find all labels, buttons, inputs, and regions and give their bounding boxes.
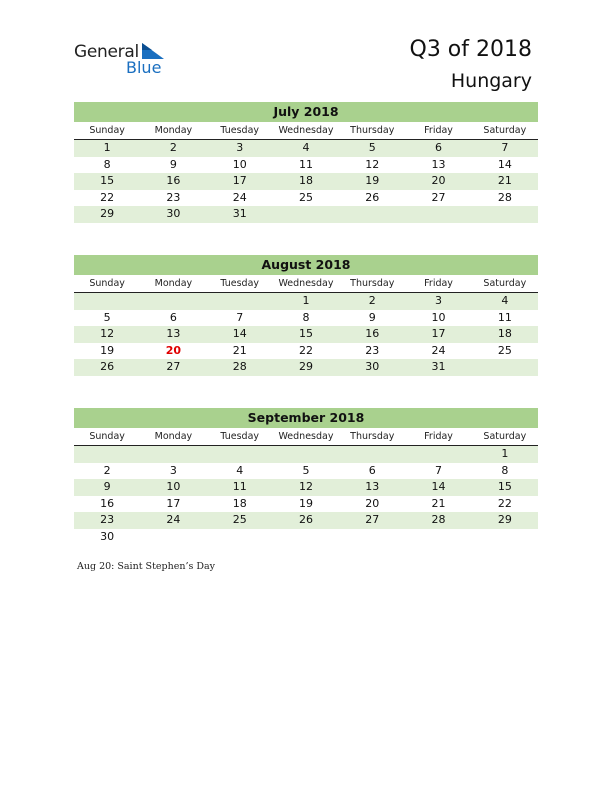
day-cell: 26 [100, 360, 115, 373]
weekday-label: Tuesday [220, 125, 260, 136]
month-title: July 2018 [74, 102, 538, 122]
weekday-label: Saturday [483, 125, 527, 136]
day-cell: 30 [166, 207, 181, 220]
week-row [74, 496, 538, 513]
day-cell: 3 [435, 294, 443, 307]
day-cell: 20 [165, 343, 182, 357]
day-cell [405, 529, 471, 546]
day-cell: 1 [302, 294, 310, 307]
day-cell: 20 [365, 496, 380, 510]
day-cell: 16 [365, 327, 380, 340]
weekday-label: Thursday [350, 278, 395, 289]
day-cell: 10 [232, 157, 247, 171]
week-row [74, 173, 538, 190]
week-row [74, 343, 538, 360]
weekday-label: Monday [154, 125, 193, 136]
day-cell: 14 [497, 157, 512, 171]
weekday-label: Saturday [483, 278, 527, 289]
weekday-label: Friday [424, 278, 453, 289]
day-cell [273, 446, 339, 463]
day-cell: 17 [166, 496, 181, 510]
day-cell: 18 [232, 496, 247, 510]
day-cell: 19 [100, 343, 115, 357]
logo-blue-text: Blue [126, 58, 162, 77]
day-cell [405, 206, 471, 223]
day-cell: 25 [497, 343, 512, 357]
weekday-label: Saturday [483, 431, 527, 442]
day-cell: 6 [169, 310, 177, 324]
day-cell: 12 [298, 480, 313, 493]
month-calendar [74, 255, 538, 376]
day-cell [405, 446, 471, 463]
day-cell: 26 [365, 190, 380, 204]
weekday-label: Wednesday [278, 125, 334, 136]
day-cell: 5 [368, 141, 376, 154]
weekday-label: Friday [424, 431, 453, 442]
logo-flag-icon [142, 43, 164, 59]
day-cell: 2 [368, 294, 376, 307]
day-cell: 8 [501, 463, 509, 477]
weekday-label: Wednesday [278, 431, 334, 442]
weekday-header [74, 122, 538, 140]
day-cell: 11 [497, 310, 512, 324]
day-cell: 20 [431, 174, 446, 187]
day-cell [472, 359, 538, 376]
weekday-label: Sunday [89, 431, 125, 442]
day-cell: 30 [365, 360, 380, 373]
week-row [74, 326, 538, 343]
weekday-label: Thursday [350, 431, 395, 442]
weekday-label: Tuesday [220, 431, 260, 442]
day-cell: 11 [298, 157, 313, 171]
day-cell: 22 [100, 190, 115, 204]
day-cell [74, 293, 140, 310]
day-cell: 28 [232, 360, 247, 373]
day-cell [140, 446, 206, 463]
day-cell: 29 [100, 207, 115, 220]
day-cell [207, 293, 273, 310]
day-cell: 24 [431, 343, 446, 357]
day-cell: 25 [232, 513, 247, 526]
day-cell: 28 [497, 190, 512, 204]
day-cell: 17 [431, 327, 446, 340]
day-cell [472, 206, 538, 223]
day-cell: 29 [298, 360, 313, 373]
day-cell: 15 [100, 174, 115, 187]
day-cell [273, 206, 339, 223]
day-cell: 23 [365, 343, 380, 357]
day-cell: 7 [435, 463, 443, 477]
day-cell [472, 529, 538, 546]
day-cell: 7 [236, 310, 244, 324]
day-cell: 19 [365, 174, 380, 187]
day-cell [140, 293, 206, 310]
day-cell: 4 [501, 294, 509, 307]
day-cell: 31 [431, 360, 446, 373]
week-row [74, 157, 538, 174]
brand-logo [74, 42, 174, 78]
day-cell: 3 [236, 141, 244, 154]
day-cell: 22 [298, 343, 313, 357]
day-cell: 4 [302, 141, 310, 154]
month-title: August 2018 [74, 255, 538, 275]
day-cell: 23 [100, 513, 115, 526]
day-cell: 14 [431, 480, 446, 493]
day-cell: 4 [236, 463, 244, 477]
day-cell: 5 [302, 463, 310, 477]
week-row [74, 479, 538, 496]
day-cell [339, 446, 405, 463]
day-cell: 15 [298, 327, 313, 340]
day-cell: 18 [298, 174, 313, 187]
weekday-header [74, 275, 538, 293]
day-cell: 21 [232, 343, 247, 357]
weekday-label: Monday [154, 431, 193, 442]
day-cell: 13 [365, 480, 380, 493]
day-cell: 12 [100, 327, 115, 340]
day-cell: 14 [232, 327, 247, 340]
weekday-header [74, 428, 538, 446]
day-cell [74, 446, 140, 463]
weekday-label: Sunday [89, 125, 125, 136]
day-cell: 12 [365, 157, 380, 171]
day-cell: 30 [100, 529, 115, 543]
day-cell: 1 [103, 141, 111, 154]
day-cell: 9 [368, 310, 376, 324]
week-row [74, 293, 538, 310]
day-cell [140, 529, 206, 546]
week-row [74, 190, 538, 207]
day-cell: 2 [169, 141, 177, 154]
week-row [74, 512, 538, 529]
week-row [74, 206, 538, 223]
day-cell: 9 [169, 157, 177, 171]
day-cell: 23 [166, 190, 181, 204]
weekday-label: Friday [424, 125, 453, 136]
day-cell: 3 [169, 463, 177, 477]
logo-general-text: General [74, 42, 139, 62]
weekday-label: Monday [154, 278, 193, 289]
week-row [74, 359, 538, 376]
day-cell: 29 [497, 513, 512, 526]
day-cell: 27 [431, 190, 446, 204]
day-cell: 10 [431, 310, 446, 324]
day-cell: 6 [435, 141, 443, 154]
day-cell [273, 529, 339, 546]
day-cell: 25 [298, 190, 313, 204]
day-cell: 24 [166, 513, 181, 526]
week-row [74, 463, 538, 480]
day-cell [207, 446, 273, 463]
day-cell: 13 [166, 327, 181, 340]
day-cell [207, 529, 273, 546]
weekday-label: Wednesday [278, 278, 334, 289]
day-cell: 18 [497, 327, 512, 340]
day-cell: 27 [166, 360, 181, 373]
day-cell: 1 [501, 447, 509, 460]
day-cell: 22 [497, 496, 512, 510]
day-cell: 26 [298, 513, 313, 526]
day-cell: 6 [368, 463, 376, 477]
weekday-label: Thursday [350, 125, 395, 136]
day-cell [339, 206, 405, 223]
weekday-label: Tuesday [220, 278, 260, 289]
day-cell: 13 [431, 157, 446, 171]
day-cell: 16 [166, 174, 181, 187]
day-cell: 11 [232, 480, 247, 493]
day-cell: 31 [232, 207, 247, 220]
day-cell: 28 [431, 513, 446, 526]
day-cell [339, 529, 405, 546]
month-calendar [74, 408, 538, 545]
day-cell: 8 [103, 157, 111, 171]
day-cell: 10 [166, 480, 181, 493]
day-cell: 21 [497, 174, 512, 187]
week-row [74, 140, 538, 157]
week-row [74, 310, 538, 327]
day-cell: 27 [365, 513, 380, 526]
day-cell: 5 [103, 310, 111, 324]
day-cell: 19 [298, 496, 313, 510]
day-cell: 24 [232, 190, 247, 204]
day-cell: 15 [497, 480, 512, 493]
week-row [74, 446, 538, 463]
weekday-label: Sunday [89, 278, 125, 289]
month-title: September 2018 [74, 408, 538, 428]
day-cell: 9 [103, 480, 111, 493]
week-row [74, 529, 538, 546]
day-cell: 2 [103, 463, 111, 477]
day-cell: 17 [232, 174, 247, 187]
holiday-note: Aug 20: Saint Stephen’s Day [77, 561, 216, 572]
day-cell: 21 [431, 496, 446, 510]
day-cell: 8 [302, 310, 310, 324]
country-name: Hungary [450, 70, 532, 92]
day-cell: 7 [501, 141, 509, 154]
month-calendar [74, 102, 538, 223]
page-title: Q3 of 2018 [409, 37, 532, 62]
day-cell: 16 [100, 496, 115, 510]
